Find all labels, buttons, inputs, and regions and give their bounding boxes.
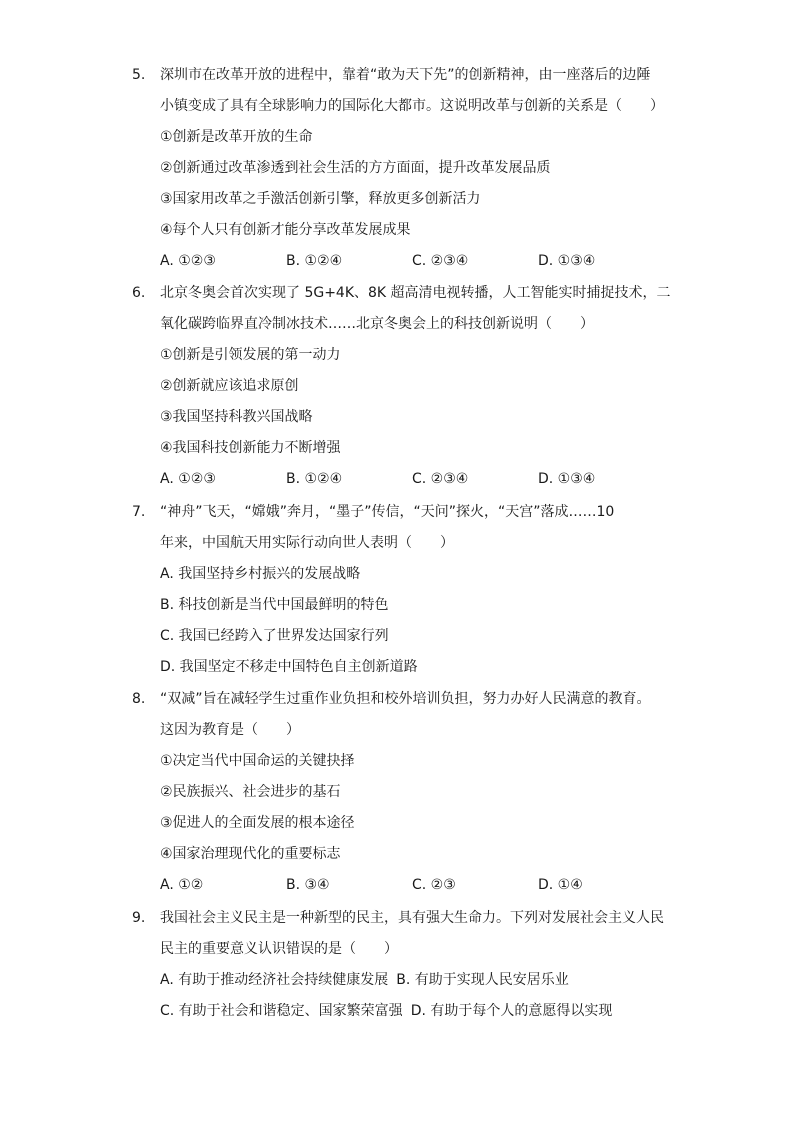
stem-line: 小镇变成了具有全球影响力的国际化大都市。这说明改革与创新的关系是（ ） <box>160 98 664 114</box>
statement: ②创新就应该追求原创 <box>160 378 299 394</box>
question-9 <box>132 903 677 1027</box>
choice-d: D. ①③④ <box>538 253 596 269</box>
stem-line: 这因为教育是（ ） <box>160 722 300 738</box>
answer-choices-row-2 <box>132 996 677 1027</box>
question-stem-continued <box>132 91 677 122</box>
stem-line: 我国社会主义民主是一种新型的民主，具有强大生命力。下列对发展社会主义人民 <box>160 910 664 926</box>
choice-b: B. ③④ <box>286 877 330 893</box>
question-5 <box>132 60 677 277</box>
choice-b: B. ①②④ <box>286 253 343 269</box>
question-stem <box>132 684 677 715</box>
answer-choices <box>132 246 677 277</box>
question-stem-continued <box>132 528 677 559</box>
question-stem <box>132 60 677 91</box>
choice-c: C. ②③④ <box>412 471 469 487</box>
choice-b: B. 有助于实现人民安居乐业 <box>396 972 569 988</box>
statement: ①创新是改革开放的生命 <box>160 129 313 145</box>
statement: ④每个人只有创新才能分享改革发展成果 <box>160 222 411 238</box>
statement: ④我国科技创新能力不断增强 <box>160 440 341 456</box>
question-stem <box>132 278 677 309</box>
choice-d: D. ①④ <box>538 877 583 893</box>
question-8 <box>132 684 677 901</box>
choice-d: D. 有助于每个人的意愿得以实现 <box>410 1003 613 1019</box>
stem-line: 年来，中国航天用实际行动向世人表明（ ） <box>160 535 454 551</box>
question-stem-continued <box>132 715 677 746</box>
stem-line: 民主的重要意义认识错误的是（ ） <box>160 941 398 957</box>
choice-a: A. ①②③ <box>160 253 216 269</box>
answer-choices <box>132 464 677 495</box>
stem-line: 氧化碳跨临界直冷制冰技术……北京冬奥会上的科技创新说明（ ） <box>160 316 594 332</box>
option-b: B. 科技创新是当代中国最鲜明的特色 <box>160 597 389 613</box>
statement: ③促进人的全面发展的根本途径 <box>160 815 355 831</box>
question-number: 7. <box>132 504 146 520</box>
statement: ③我国坚持科教兴国战略 <box>160 409 313 425</box>
question-number: 5. <box>132 67 146 83</box>
choice-c: C. ②③④ <box>412 253 469 269</box>
statement: ②创新通过改革渗透到社会生活的方方面面，提升改革发展品质 <box>160 160 551 176</box>
stem-line: “神舟”飞天，“嫦娥”奔月，“墨子”传信，“天问”探火，“天宫”落成……10 <box>160 504 615 520</box>
option-d: D. 我国坚定不移走中国特色自主创新道路 <box>160 659 418 675</box>
statement: ②民族振兴、社会进步的基石 <box>160 784 341 800</box>
stem-line: “双减”旨在减轻学生过重作业负担和校外培训负担，努力办好人民满意的教育。 <box>160 691 651 707</box>
choice-c: C. ②③ <box>412 877 456 893</box>
question-6 <box>132 278 677 495</box>
answer-choices <box>132 870 677 901</box>
answer-choices-row-1 <box>132 965 677 996</box>
question-number: 8. <box>132 691 146 707</box>
option-a: A. 我国坚持乡村振兴的发展战略 <box>160 566 361 582</box>
option-c: C. 我国已经跨入了世界发达国家行列 <box>160 628 389 644</box>
question-number: 9. <box>132 910 146 926</box>
statement: ①决定当代中国命运的关键抉择 <box>160 753 355 769</box>
choice-c: C. 有助于社会和谐稳定、国家繁荣富强 <box>160 1003 403 1019</box>
choice-a: A. ①②③ <box>160 471 216 487</box>
choice-b: B. ①②④ <box>286 471 343 487</box>
question-stem-continued <box>132 934 677 965</box>
choice-a: A. 有助于推动经济社会持续健康发展 <box>160 972 389 988</box>
statement: ①创新是引领发展的第一动力 <box>160 347 341 363</box>
question-7 <box>132 497 677 683</box>
stem-line: 深圳市在改革开放的进程中，靠着“敢为天下先”的创新精神，由一座落后的边陲 <box>160 67 651 83</box>
choice-a: A. ①② <box>160 877 204 893</box>
statement: ④国家治理现代化的重要标志 <box>160 846 341 862</box>
question-stem-continued <box>132 309 677 340</box>
question-number: 6. <box>132 285 146 301</box>
stem-line: 北京冬奥会首次实现了 5G+4K、8K 超高清电视转播，人工智能实时捕捉技术，二 <box>160 285 671 301</box>
choice-d: D. ①③④ <box>538 471 596 487</box>
question-stem <box>132 903 677 934</box>
statement: ③国家用改革之手激活创新引擎，释放更多创新活力 <box>160 191 481 207</box>
question-stem <box>132 497 677 528</box>
